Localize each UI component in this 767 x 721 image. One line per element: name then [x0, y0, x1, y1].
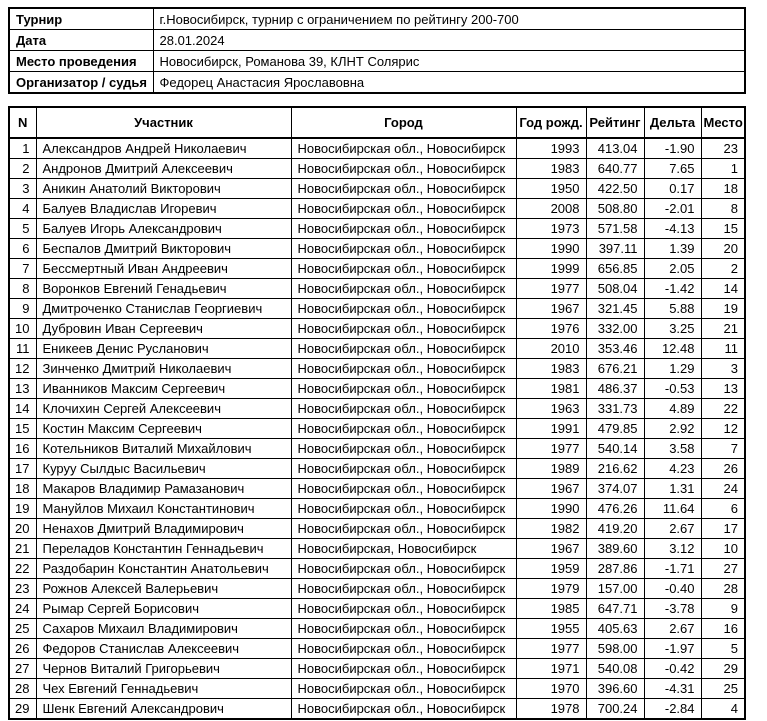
- cell-rating: 640.77: [586, 159, 644, 179]
- results-header-cell: Дельта: [644, 107, 701, 138]
- cell-place: 15: [701, 219, 745, 239]
- results-header-cell: Участник: [36, 107, 291, 138]
- cell-rating: 540.14: [586, 439, 644, 459]
- cell-year: 1976: [516, 319, 586, 339]
- cell-year: 1993: [516, 138, 586, 159]
- cell-rating: 647.71: [586, 599, 644, 619]
- cell-rating: 419.20: [586, 519, 644, 539]
- cell-city: Новосибирская обл., Новосибирск: [291, 219, 516, 239]
- cell-name: Мануйлов Михаил Константинович: [36, 499, 291, 519]
- cell-city: Новосибирская обл., Новосибирск: [291, 619, 516, 639]
- cell-city: Новосибирская обл., Новосибирск: [291, 359, 516, 379]
- cell-place: 7: [701, 439, 745, 459]
- cell-n: 4: [9, 199, 36, 219]
- cell-n: 22: [9, 559, 36, 579]
- cell-year: 1950: [516, 179, 586, 199]
- results-header-cell: Город: [291, 107, 516, 138]
- cell-rating: 332.00: [586, 319, 644, 339]
- results-row: [9, 219, 745, 239]
- cell-year: 1963: [516, 399, 586, 419]
- results-header-cell: Рейтинг: [586, 107, 644, 138]
- cell-name: Куруу Сылдыс Васильевич: [36, 459, 291, 479]
- cell-n: 28: [9, 679, 36, 699]
- cell-place: 23: [701, 138, 745, 159]
- cell-rating: 676.21: [586, 359, 644, 379]
- cell-rating: 413.04: [586, 138, 644, 159]
- cell-year: 1999: [516, 259, 586, 279]
- cell-n: 23: [9, 579, 36, 599]
- cell-place: 20: [701, 239, 745, 259]
- cell-place: 21: [701, 319, 745, 339]
- cell-year: 2010: [516, 339, 586, 359]
- cell-year: 1970: [516, 679, 586, 699]
- cell-name: Воронков Евгений Генадьевич: [36, 279, 291, 299]
- cell-rating: 476.26: [586, 499, 644, 519]
- cell-rating: 396.60: [586, 679, 644, 699]
- info-row: [9, 51, 745, 72]
- cell-city: Новосибирская обл., Новосибирск: [291, 579, 516, 599]
- cell-rating: 331.73: [586, 399, 644, 419]
- info-row: [9, 30, 745, 51]
- cell-rating: 216.62: [586, 459, 644, 479]
- tournament-info-table: [8, 7, 746, 94]
- cell-delta: -1.42: [644, 279, 701, 299]
- cell-n: 19: [9, 499, 36, 519]
- cell-place: 28: [701, 579, 745, 599]
- cell-n: 2: [9, 159, 36, 179]
- cell-delta: 2.67: [644, 519, 701, 539]
- info-value: 28.01.2024: [153, 30, 745, 51]
- results-table-body: [9, 138, 745, 719]
- cell-place: 1: [701, 159, 745, 179]
- cell-name: Дубровин Иван Сергеевич: [36, 319, 291, 339]
- cell-rating: 389.60: [586, 539, 644, 559]
- results-row: [9, 599, 745, 619]
- cell-year: 1979: [516, 579, 586, 599]
- cell-n: 26: [9, 639, 36, 659]
- cell-rating: 508.80: [586, 199, 644, 219]
- cell-n: 5: [9, 219, 36, 239]
- results-row: [9, 559, 745, 579]
- cell-rating: 571.58: [586, 219, 644, 239]
- cell-city: Новосибирская обл., Новосибирск: [291, 239, 516, 259]
- cell-n: 24: [9, 599, 36, 619]
- cell-year: 1978: [516, 699, 586, 720]
- cell-rating: 405.63: [586, 619, 644, 639]
- cell-year: 1991: [516, 419, 586, 439]
- cell-n: 18: [9, 479, 36, 499]
- cell-name: Ненахов Дмитрий Владимирович: [36, 519, 291, 539]
- cell-year: 1990: [516, 499, 586, 519]
- cell-place: 4: [701, 699, 745, 720]
- results-table-header: [9, 107, 745, 138]
- info-label: Место проведения: [9, 51, 153, 72]
- cell-city: Новосибирская обл., Новосибирск: [291, 659, 516, 679]
- results-row: [9, 319, 745, 339]
- cell-name: Рожнов Алексей Валерьевич: [36, 579, 291, 599]
- results-row: [9, 138, 745, 159]
- cell-place: 16: [701, 619, 745, 639]
- cell-name: Александров Андрей Николаевич: [36, 138, 291, 159]
- cell-delta: -1.90: [644, 138, 701, 159]
- cell-year: 1981: [516, 379, 586, 399]
- cell-delta: 2.05: [644, 259, 701, 279]
- cell-city: Новосибирская обл., Новосибирск: [291, 138, 516, 159]
- results-row: [9, 339, 745, 359]
- cell-name: Беспалов Дмитрий Викторович: [36, 239, 291, 259]
- results-row: [9, 579, 745, 599]
- cell-rating: 422.50: [586, 179, 644, 199]
- cell-year: 1983: [516, 159, 586, 179]
- results-row: [9, 619, 745, 639]
- results-row: [9, 239, 745, 259]
- cell-place: 6: [701, 499, 745, 519]
- cell-year: 1959: [516, 559, 586, 579]
- cell-delta: 5.88: [644, 299, 701, 319]
- cell-rating: 540.08: [586, 659, 644, 679]
- cell-delta: -0.42: [644, 659, 701, 679]
- cell-place: 11: [701, 339, 745, 359]
- cell-place: 17: [701, 519, 745, 539]
- cell-delta: 3.58: [644, 439, 701, 459]
- cell-name: Балуев Владислав Игоревич: [36, 199, 291, 219]
- cell-delta: 11.64: [644, 499, 701, 519]
- cell-rating: 479.85: [586, 419, 644, 439]
- cell-n: 17: [9, 459, 36, 479]
- cell-n: 8: [9, 279, 36, 299]
- cell-n: 16: [9, 439, 36, 459]
- cell-place: 12: [701, 419, 745, 439]
- results-row: [9, 159, 745, 179]
- cell-delta: -3.78: [644, 599, 701, 619]
- cell-delta: -4.13: [644, 219, 701, 239]
- cell-n: 27: [9, 659, 36, 679]
- cell-name: Сахаров Михаил Владимирович: [36, 619, 291, 639]
- results-row: [9, 499, 745, 519]
- cell-rating: 486.37: [586, 379, 644, 399]
- cell-n: 10: [9, 319, 36, 339]
- results-row: [9, 199, 745, 219]
- cell-name: Аникин Анатолий Викторович: [36, 179, 291, 199]
- results-row: [9, 479, 745, 499]
- results-row: [9, 639, 745, 659]
- cell-city: Новосибирская обл., Новосибирск: [291, 259, 516, 279]
- cell-place: 8: [701, 199, 745, 219]
- results-row: [9, 699, 745, 720]
- cell-name: Макаров Владимир Рамазанович: [36, 479, 291, 499]
- cell-city: Новосибирская обл., Новосибирск: [291, 419, 516, 439]
- cell-place: 24: [701, 479, 745, 499]
- cell-delta: 12.48: [644, 339, 701, 359]
- cell-city: Новосибирская обл., Новосибирск: [291, 479, 516, 499]
- info-label: Турнир: [9, 8, 153, 30]
- cell-place: 27: [701, 559, 745, 579]
- cell-city: Новосибирская обл., Новосибирск: [291, 499, 516, 519]
- cell-delta: -1.71: [644, 559, 701, 579]
- cell-city: Новосибирская обл., Новосибирск: [291, 199, 516, 219]
- cell-place: 18: [701, 179, 745, 199]
- cell-place: 26: [701, 459, 745, 479]
- cell-rating: 353.46: [586, 339, 644, 359]
- cell-name: Дмитроченко Станислав Георгиевич: [36, 299, 291, 319]
- cell-n: 13: [9, 379, 36, 399]
- cell-name: Котельников Виталий Михайлович: [36, 439, 291, 459]
- info-value: г.Новосибирск, турнир с ограничением по рейтингу 200-700: [153, 8, 745, 30]
- results-row: [9, 459, 745, 479]
- cell-delta: 1.39: [644, 239, 701, 259]
- results-row: [9, 379, 745, 399]
- info-label: Дата: [9, 30, 153, 51]
- cell-name: Клочихин Сергей Алексеевич: [36, 399, 291, 419]
- results-row: [9, 659, 745, 679]
- cell-delta: 7.65: [644, 159, 701, 179]
- cell-n: 14: [9, 399, 36, 419]
- cell-year: 1973: [516, 219, 586, 239]
- cell-n: 3: [9, 179, 36, 199]
- cell-rating: 287.86: [586, 559, 644, 579]
- cell-name: Чернов Виталий Григорьевич: [36, 659, 291, 679]
- cell-n: 11: [9, 339, 36, 359]
- cell-name: Бессмертный Иван Андреевич: [36, 259, 291, 279]
- results-header-cell: N: [9, 107, 36, 138]
- cell-city: Новосибирская обл., Новосибирск: [291, 379, 516, 399]
- cell-n: 21: [9, 539, 36, 559]
- tournament-info-body: [9, 8, 745, 93]
- cell-rating: 598.00: [586, 639, 644, 659]
- results-row: [9, 399, 745, 419]
- cell-year: 1990: [516, 239, 586, 259]
- cell-place: 2: [701, 259, 745, 279]
- cell-n: 25: [9, 619, 36, 639]
- cell-city: Новосибирская обл., Новосибирск: [291, 559, 516, 579]
- cell-delta: 4.23: [644, 459, 701, 479]
- results-row: [9, 299, 745, 319]
- cell-delta: 2.92: [644, 419, 701, 439]
- cell-delta: -0.40: [644, 579, 701, 599]
- cell-city: Новосибирская обл., Новосибирск: [291, 639, 516, 659]
- cell-city: Новосибирская обл., Новосибирск: [291, 319, 516, 339]
- results-row: [9, 179, 745, 199]
- cell-delta: 1.29: [644, 359, 701, 379]
- cell-place: 5: [701, 639, 745, 659]
- cell-name: Шенк Евгений Александрович: [36, 699, 291, 720]
- cell-year: 1977: [516, 279, 586, 299]
- cell-city: Новосибирская обл., Новосибирск: [291, 679, 516, 699]
- cell-city: Новосибирская обл., Новосибирск: [291, 519, 516, 539]
- cell-year: 1971: [516, 659, 586, 679]
- cell-n: 1: [9, 138, 36, 159]
- results-table: [8, 106, 746, 720]
- cell-rating: 656.85: [586, 259, 644, 279]
- cell-delta: 4.89: [644, 399, 701, 419]
- cell-place: 19: [701, 299, 745, 319]
- results-header-cell: Место: [701, 107, 745, 138]
- cell-name: Раздобарин Константин Анатольевич: [36, 559, 291, 579]
- cell-place: 13: [701, 379, 745, 399]
- cell-year: 1977: [516, 439, 586, 459]
- results-row: [9, 679, 745, 699]
- cell-delta: 3.12: [644, 539, 701, 559]
- cell-city: Новосибирская обл., Новосибирск: [291, 599, 516, 619]
- cell-n: 12: [9, 359, 36, 379]
- results-row: [9, 359, 745, 379]
- info-row: [9, 72, 745, 94]
- cell-year: 1989: [516, 459, 586, 479]
- cell-name: Андронов Дмитрий Алексеевич: [36, 159, 291, 179]
- cell-place: 3: [701, 359, 745, 379]
- cell-place: 29: [701, 659, 745, 679]
- cell-city: Новосибирская обл., Новосибирск: [291, 279, 516, 299]
- results-row: [9, 259, 745, 279]
- cell-city: Новосибирская обл., Новосибирск: [291, 339, 516, 359]
- cell-delta: -4.31: [644, 679, 701, 699]
- cell-city: Новосибирская, Новосибирск: [291, 539, 516, 559]
- cell-delta: 3.25: [644, 319, 701, 339]
- cell-n: 6: [9, 239, 36, 259]
- cell-rating: 397.11: [586, 239, 644, 259]
- cell-name: Чех Евгений Геннадьевич: [36, 679, 291, 699]
- cell-rating: 374.07: [586, 479, 644, 499]
- cell-place: 14: [701, 279, 745, 299]
- cell-delta: -0.53: [644, 379, 701, 399]
- cell-delta: 1.31: [644, 479, 701, 499]
- cell-n: 7: [9, 259, 36, 279]
- cell-rating: 508.04: [586, 279, 644, 299]
- results-row: [9, 539, 745, 559]
- cell-n: 20: [9, 519, 36, 539]
- cell-city: Новосибирская обл., Новосибирск: [291, 159, 516, 179]
- info-value: Новосибирск, Романова 39, КЛНТ Солярис: [153, 51, 745, 72]
- cell-year: 1967: [516, 479, 586, 499]
- cell-delta: -2.01: [644, 199, 701, 219]
- cell-name: Еникеев Денис Русланович: [36, 339, 291, 359]
- cell-year: 1967: [516, 539, 586, 559]
- cell-name: Балуев Игорь Александрович: [36, 219, 291, 239]
- results-row: [9, 419, 745, 439]
- cell-city: Новосибирская обл., Новосибирск: [291, 699, 516, 720]
- cell-place: 22: [701, 399, 745, 419]
- cell-delta: -1.97: [644, 639, 701, 659]
- results-header-row: [9, 107, 745, 138]
- results-row: [9, 279, 745, 299]
- cell-rating: 321.45: [586, 299, 644, 319]
- cell-city: Новосибирская обл., Новосибирск: [291, 439, 516, 459]
- info-row: [9, 8, 745, 30]
- cell-place: 10: [701, 539, 745, 559]
- cell-year: 1982: [516, 519, 586, 539]
- cell-name: Переладов Константин Геннадьевич: [36, 539, 291, 559]
- cell-city: Новосибирская обл., Новосибирск: [291, 299, 516, 319]
- cell-name: Федоров Станислав Алексеевич: [36, 639, 291, 659]
- results-header-cell: Год рожд.: [516, 107, 586, 138]
- cell-city: Новосибирская обл., Новосибирск: [291, 459, 516, 479]
- cell-city: Новосибирская обл., Новосибирск: [291, 179, 516, 199]
- cell-n: 15: [9, 419, 36, 439]
- cell-delta: 2.67: [644, 619, 701, 639]
- info-label: Организатор / судья: [9, 72, 153, 94]
- results-row: [9, 439, 745, 459]
- cell-delta: -2.84: [644, 699, 701, 720]
- cell-year: 1985: [516, 599, 586, 619]
- cell-year: 1977: [516, 639, 586, 659]
- cell-city: Новосибирская обл., Новосибирск: [291, 399, 516, 419]
- cell-name: Иванников Максим Сергеевич: [36, 379, 291, 399]
- cell-delta: 0.17: [644, 179, 701, 199]
- info-value: Федорец Анастасия Ярославовна: [153, 72, 745, 94]
- cell-name: Рымар Сергей Борисович: [36, 599, 291, 619]
- cell-year: 1955: [516, 619, 586, 639]
- cell-rating: 157.00: [586, 579, 644, 599]
- cell-place: 25: [701, 679, 745, 699]
- cell-n: 29: [9, 699, 36, 720]
- cell-year: 1983: [516, 359, 586, 379]
- cell-year: 2008: [516, 199, 586, 219]
- results-row: [9, 519, 745, 539]
- cell-name: Зинченко Дмитрий Николаевич: [36, 359, 291, 379]
- cell-name: Костин Максим Сергеевич: [36, 419, 291, 439]
- cell-rating: 700.24: [586, 699, 644, 720]
- cell-year: 1967: [516, 299, 586, 319]
- cell-place: 9: [701, 599, 745, 619]
- cell-n: 9: [9, 299, 36, 319]
